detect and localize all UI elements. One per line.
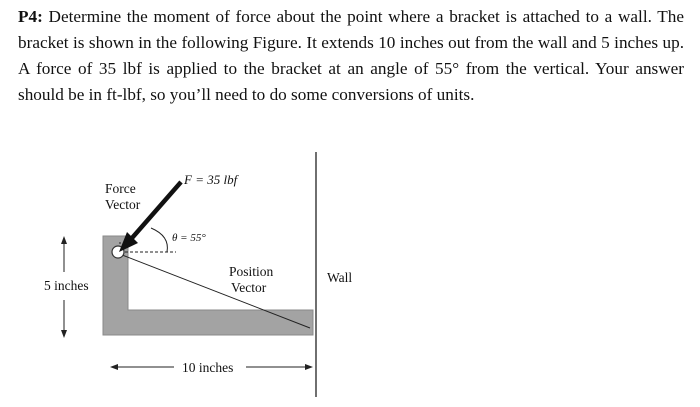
height-label: 5 inches — [44, 278, 89, 293]
angle-label: θ = 55° — [172, 232, 206, 244]
force-vector-label-line2: Vector — [105, 197, 141, 212]
width-label: 10 inches — [182, 360, 234, 375]
width-arrowhead-right — [305, 364, 313, 370]
position-vector-label-line2: Vector — [231, 280, 267, 295]
position-vector-label-line1: Position — [229, 264, 274, 279]
width-arrowhead-left — [110, 364, 118, 370]
problem-number: P4: — [18, 7, 43, 26]
wall-label: Wall — [327, 270, 353, 285]
force-vector-label-line1: Force — [105, 181, 136, 196]
height-arrowhead-down — [61, 330, 67, 338]
problem-text: Determine the moment of force about the point where a bracket is attached to a wall. The bracket is shown in the following Figure. It extends 10 inches out from the wall and 5 inches up. A force of 35 lbf is applied to the bracket at an angle of 55° from the vertical. Your answer should be in ft-lbf, so you’ll need to do some conversions of units. — [18, 7, 685, 104]
height-arrowhead-up — [61, 236, 67, 244]
bracket-shape — [103, 236, 313, 335]
angle-arc — [151, 228, 167, 252]
force-label: F = 35 lbf — [184, 172, 238, 187]
